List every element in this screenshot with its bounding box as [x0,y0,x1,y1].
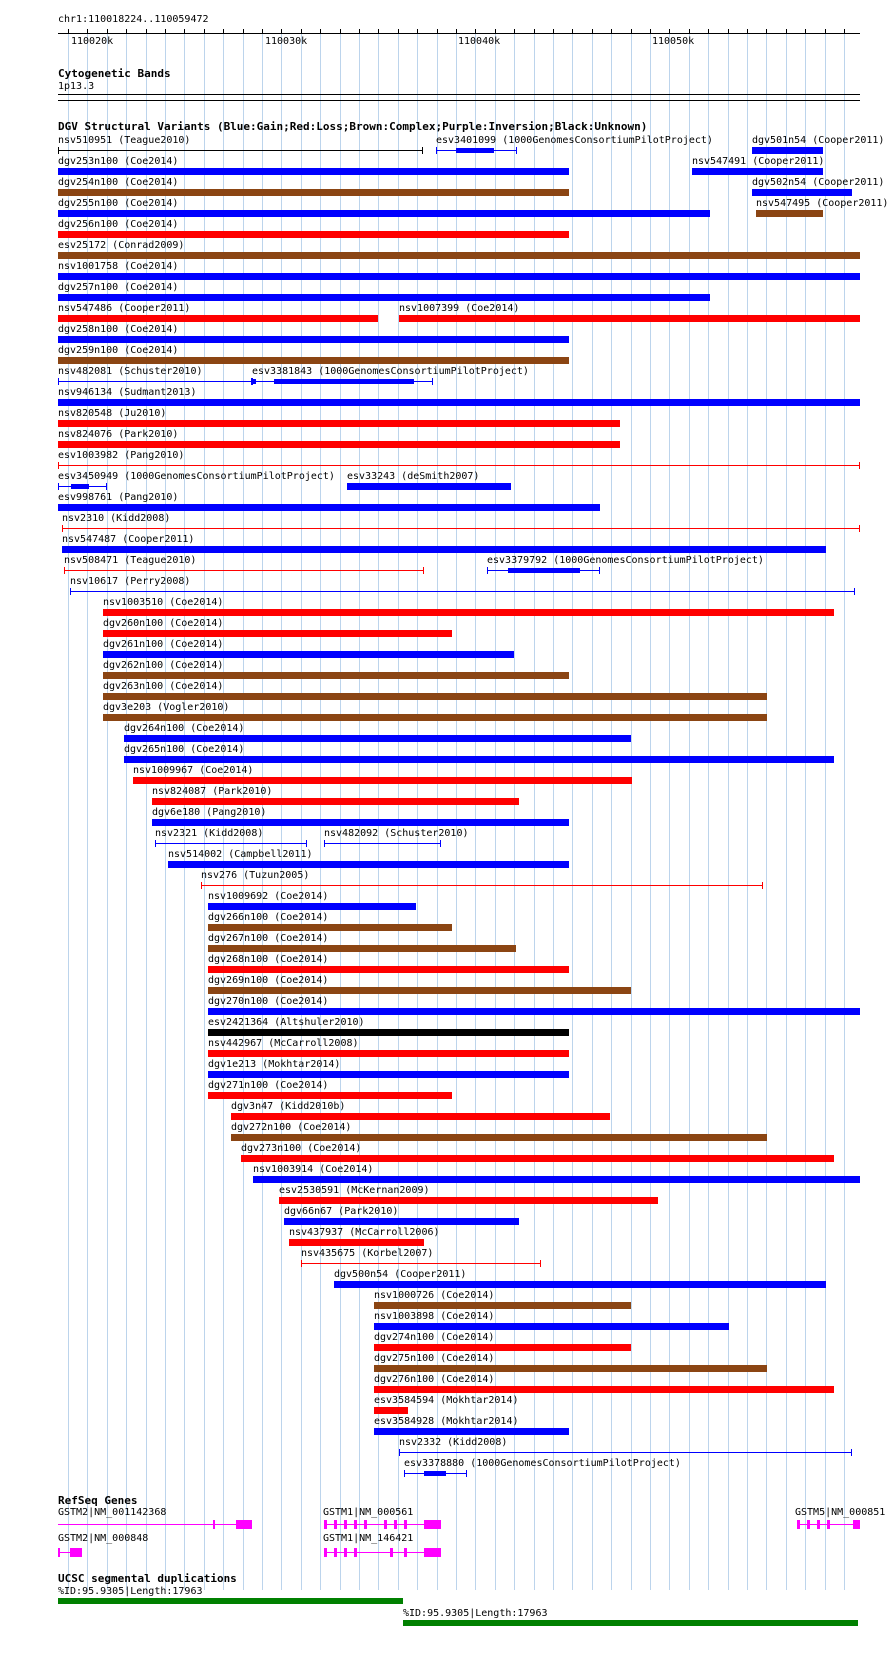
variant-block[interactable] [252,379,256,384]
ruler-tick [572,29,573,34]
gene-exon[interactable] [424,1520,441,1529]
gridline [805,30,806,1590]
gridline [495,30,496,1590]
variant-end-tick [155,840,156,847]
gridline [786,30,787,1590]
ruler-tick [359,29,360,34]
ruler-tick [417,29,418,34]
variant-end-tick [58,378,59,385]
variant-bar[interactable] [756,210,823,217]
variant-bar[interactable] [253,1176,860,1183]
ruler-tick [611,29,612,34]
variant-bar[interactable] [152,798,519,805]
variant-bar[interactable] [208,966,569,973]
gridline [728,30,729,1590]
gridline [708,30,709,1590]
ruler-tick [534,29,535,34]
ruler-tick [689,29,690,34]
gridline [359,30,360,1590]
variant-label[interactable]: nsv508471 (Teague2010) [64,555,197,566]
gridline [825,30,826,1590]
variant-bar[interactable] [168,861,569,868]
variant-label[interactable]: nsv482081 (Schuster2010) [58,366,203,377]
ruler-tick [456,29,457,34]
variant-line[interactable] [62,528,860,529]
variant-label[interactable]: dgv258n100 (Coe2014) [58,324,179,335]
gene-exon[interactable] [827,1520,830,1529]
variant-end-tick [423,567,424,574]
gridline [534,30,535,1590]
variant-end-tick [859,525,860,532]
variant-block[interactable] [274,379,414,384]
variant-label[interactable]: dgv268n100 (Coe2014) [208,954,329,965]
variant-bar[interactable] [58,441,620,448]
ruler-tick [87,29,88,34]
variant-bar[interactable] [208,1092,452,1099]
variant-bar[interactable] [374,1302,631,1309]
variant-bar[interactable] [58,273,860,280]
variant-bar[interactable] [399,315,860,322]
ruler-tick [747,29,748,34]
variant-label[interactable]: dgv271n100 (Coe2014) [208,1080,329,1091]
gridline [301,30,302,1590]
variant-end-tick [422,147,423,154]
variant-label[interactable]: nsv435675 (Korbel2007) [301,1248,434,1259]
gridline [844,30,845,1590]
variant-line[interactable] [58,465,860,466]
variant-label[interactable]: dgv262n100 (Coe2014) [103,660,224,671]
variant-label[interactable]: esv1003982 (Pang2010) [58,450,185,461]
variant-line[interactable] [70,591,855,592]
variant-label[interactable]: dgv270n100 (Coe2014) [208,996,329,1007]
variant-label[interactable]: dgv66n67 (Park2010) [284,1206,399,1217]
ruler-tick [514,29,515,34]
ruler-tick [844,29,845,34]
ruler-tick [631,29,632,34]
variant-bar[interactable] [208,1071,569,1078]
variant-bar[interactable] [103,714,767,721]
variant-label[interactable]: dgv255n100 (Coe2014) [58,198,179,209]
variant-bar[interactable] [279,1197,658,1204]
ruler-tick [766,29,767,34]
ruler-tick [553,29,554,34]
variant-end-tick [70,588,71,595]
gene-exon[interactable] [334,1548,337,1557]
variant-end-tick [58,462,59,469]
variant-bar[interactable] [58,189,569,196]
variant-bar[interactable] [374,1323,729,1330]
variant-end-tick [440,840,441,847]
gene-label[interactable]: GSTM1|NM_146421 [323,1533,414,1544]
gene-exon[interactable] [817,1520,820,1529]
variant-bar[interactable] [58,420,620,427]
ruler-tick [592,29,593,34]
variant-line[interactable] [58,150,423,151]
segdup-bar[interactable] [403,1620,858,1626]
variant-end-tick [64,567,65,574]
variant-bar[interactable] [103,693,767,700]
segdup-track-title[interactable]: UCSC segmental duplications [58,1572,237,1585]
variant-label[interactable]: dgv267n100 (Coe2014) [208,933,329,944]
variant-label[interactable]: nsv510951 (Teague2010) [58,135,191,146]
variant-label[interactable]: esv2530591 (McKernan2009) [279,1185,430,1196]
variant-line[interactable] [155,843,307,844]
gridline [689,30,690,1590]
variant-end-tick [436,147,437,154]
gene-exon[interactable] [324,1548,327,1557]
variant-bar[interactable] [103,672,569,679]
gene-exon[interactable] [853,1520,860,1529]
variant-label[interactable]: dgv3e203 (Vogler2010) [103,702,230,713]
gridline [650,30,651,1590]
gene-exon[interactable] [404,1548,407,1557]
variant-label[interactable]: esv33243 (deSmith2007) [347,471,480,482]
ruler-tick [262,29,263,34]
ruler-tick [340,29,341,34]
gridline [766,30,767,1590]
variant-label[interactable]: nsv1007399 (Coe2014) [399,303,520,314]
variant-bar[interactable] [58,252,860,259]
variant-end-tick [201,882,202,889]
gene-exon[interactable] [390,1548,393,1557]
ruler-tick [320,29,321,34]
variant-label[interactable]: nsv442967 (McCarroll2008) [208,1038,359,1049]
variant-line[interactable] [399,1452,852,1453]
variant-label[interactable]: dgv257n100 (Coe2014) [58,282,179,293]
position-label: chr1:110018224..110059472 [58,14,209,25]
gene-exon[interactable] [364,1520,367,1529]
ruler-label-2: 110030k [265,36,308,47]
variant-label[interactable]: dgv266n100 (Coe2014) [208,912,329,923]
variant-label[interactable]: dgv1e213 (Mokhtar2014) [208,1059,341,1070]
variant-bar[interactable] [58,399,860,406]
variant-end-tick [432,378,433,385]
variant-end-tick [399,1449,400,1456]
variant-label[interactable]: nsv547495 (Cooper2011) [756,198,889,209]
refseq-track-title[interactable]: RefSeq Genes [58,1494,138,1507]
variant-end-tick [516,147,517,154]
gene-exon[interactable] [70,1548,82,1557]
gene-exon[interactable] [354,1548,357,1557]
variant-bar[interactable] [374,1365,767,1372]
variant-end-tick [324,840,325,847]
variant-bar[interactable] [103,651,514,658]
variant-end-tick [58,483,59,490]
ruler-tick [68,29,69,34]
variant-label[interactable]: nsv547491 (Cooper2011) [692,156,825,167]
gene-exon[interactable] [213,1520,215,1529]
ruler-tick [475,29,476,34]
variant-bar[interactable] [208,903,416,910]
variant-label[interactable]: nsv946134 (Sudmant2013) [58,387,197,398]
gene-label[interactable]: GSTM2|NM_001142368 [58,1507,167,1518]
variant-bar[interactable] [124,756,834,763]
variant-label[interactable]: nsv820548 (Ju2010) [58,408,167,419]
segdup-label[interactable]: %ID:95.9305|Length:17963 [403,1608,548,1619]
variant-label[interactable]: nsv547486 (Cooper2011) [58,303,191,314]
variant-label[interactable]: dgv272n100 (Coe2014) [231,1122,352,1133]
variant-bar[interactable] [374,1407,408,1414]
variant-label[interactable]: esv3378880 (1000GenomesConsortiumPilotProject) [404,1458,681,1469]
variant-label[interactable]: dgv275n100 (Coe2014) [374,1353,495,1364]
gene-exon[interactable] [344,1520,347,1529]
variant-line[interactable] [58,381,252,382]
ruler-tick [301,29,302,34]
ruler-tick [398,29,399,34]
gene-exon[interactable] [344,1548,347,1557]
ruler-tick [107,29,108,34]
ruler-tick [805,29,806,34]
gene-intron-line [58,1524,250,1525]
ruler-tick [184,29,185,34]
variant-end-tick [854,588,855,595]
gridline [669,30,670,1590]
dgv-track-title[interactable]: DGV Structural Variants (Blue:Gain;Red:Loss;Brown:Complex;Purple:Inversion;Black:Unknown) [58,120,648,133]
cyto-band-label: 1p13.3 [58,81,95,92]
gene-exon[interactable] [384,1520,387,1529]
variant-label[interactable]: dgv501n54 (Cooper2011) [752,135,885,146]
ruler-tick [243,29,244,34]
ruler-tick [146,29,147,34]
gene-label[interactable]: GSTM1|NM_000561 [323,1507,414,1518]
ruler-tick [378,29,379,34]
ruler-tick [204,29,205,34]
variant-label[interactable]: nsv547487 (Cooper2011) [62,534,195,545]
variant-end-tick [851,1449,852,1456]
gene-exon[interactable] [404,1520,407,1529]
variant-bar[interactable] [334,1281,826,1288]
variant-end-tick [106,483,107,490]
variant-end-tick [762,882,763,889]
variant-label[interactable]: nsv2310 (Kidd2008) [62,513,171,524]
variant-label[interactable]: dgv265n100 (Coe2014) [124,744,245,755]
variant-label[interactable]: dgv259n100 (Coe2014) [58,345,179,356]
variant-label[interactable]: dgv253n100 (Coe2014) [58,156,179,167]
variant-bar[interactable] [284,1218,519,1225]
variant-label[interactable]: dgv6e180 (Pang2010) [152,807,267,818]
ruler-axis [58,33,860,34]
variant-bar[interactable] [347,483,511,490]
gridline [340,30,341,1590]
variant-label[interactable]: dgv274n100 (Coe2014) [374,1332,495,1343]
variant-block[interactable] [424,1471,446,1476]
ruler-tick [223,29,224,34]
variant-label[interactable]: nsv824087 (Park2010) [152,786,273,797]
variant-bar[interactable] [241,1155,834,1162]
variant-block[interactable] [71,484,89,489]
ruler-tick [650,29,651,34]
gene-exon[interactable] [807,1520,810,1529]
variant-bar[interactable] [58,168,569,175]
variant-end-tick [404,1470,405,1477]
variant-label[interactable]: dgv502n54 (Cooper2011) [752,177,885,188]
variant-label[interactable]: nsv1000726 (Coe2014) [374,1290,495,1301]
variant-block[interactable] [508,568,580,573]
variant-bar[interactable] [208,924,452,931]
variant-label[interactable]: nsv2321 (Kidd2008) [155,828,264,839]
variant-bar[interactable] [208,945,516,952]
variant-label[interactable]: nsv824076 (Park2010) [58,429,179,440]
variant-bar[interactable] [231,1134,767,1141]
variant-end-tick [599,567,600,574]
gene-label[interactable]: GSTM2|NM_000848 [58,1533,149,1544]
variant-bar[interactable] [208,1029,569,1036]
variant-label[interactable]: dgv269n100 (Coe2014) [208,975,329,986]
variant-label[interactable]: dgv3n47 (Kidd2010b) [231,1101,346,1112]
variant-label[interactable]: esv3584594 (Mokhtar2014) [374,1395,519,1406]
variant-bar[interactable] [374,1344,631,1351]
variant-bar[interactable] [62,546,826,553]
gridline [553,30,554,1590]
gridline [281,30,282,1590]
ruler-tick [728,29,729,34]
variant-end-tick [540,1260,541,1267]
ruler-label-3: 110040k [458,36,501,47]
variant-bar[interactable] [374,1428,569,1435]
variant-bar[interactable] [133,777,632,784]
variant-label[interactable]: nsv1003914 (Coe2014) [253,1164,374,1175]
variant-label[interactable]: esv3381843 (1000GenomesConsortiumPilotProject) [252,366,529,377]
variant-bar[interactable] [58,315,378,322]
ruler-tick [825,29,826,34]
variant-bar[interactable] [289,1239,424,1246]
ruler-tick [669,29,670,34]
variant-bar[interactable] [208,1050,569,1057]
gene-exon[interactable] [354,1520,357,1529]
variant-bar[interactable] [231,1113,610,1120]
variant-label[interactable]: nsv1003898 (Coe2014) [374,1311,495,1322]
gene-exon[interactable] [236,1520,252,1529]
variant-label[interactable]: esv3379792 (1000GenomesConsortiumPilotProject) [487,555,764,566]
variant-label[interactable]: esv3401099 (1000GenomesConsortiumPilotProject) [436,135,713,146]
variant-end-tick [301,1260,302,1267]
variant-end-tick [466,1470,467,1477]
ruler-tick [708,29,709,34]
variant-label[interactable]: nsv514002 (Campbell2011) [168,849,313,860]
variant-label[interactable]: nsv2332 (Kidd2008) [399,1437,508,1448]
gridline [572,30,573,1590]
gridline [514,30,515,1590]
gene-exon[interactable] [334,1520,337,1529]
gene-exon[interactable] [58,1548,60,1557]
variant-bar[interactable] [692,168,823,175]
ruler-tick [495,29,496,34]
variant-line[interactable] [324,843,441,844]
ruler-tick [165,29,166,34]
variant-label[interactable]: nsv437937 (McCarroll2006) [289,1227,440,1238]
variant-label[interactable]: dgv261n100 (Coe2014) [103,639,224,650]
gene-exon[interactable] [324,1520,327,1529]
variant-bar[interactable] [103,609,834,616]
variant-bar[interactable] [752,147,823,154]
variant-bar[interactable] [374,1386,834,1393]
variant-label[interactable]: nsv1009967 (Coe2014) [133,765,254,776]
gene-exon[interactable] [424,1548,441,1557]
variant-label[interactable]: nsv482092 (Schuster2010) [324,828,469,839]
variant-label[interactable]: dgv256n100 (Coe2014) [58,219,179,230]
cyto-track-title[interactable]: Cytogenetic Bands [58,67,171,80]
variant-bar[interactable] [152,819,569,826]
variant-bar[interactable] [58,210,710,217]
variant-label[interactable]: dgv260n100 (Coe2014) [103,618,224,629]
variant-label[interactable]: dgv500n54 (Cooper2011) [334,1269,467,1280]
cyto-band-line [58,94,860,95]
segdup-bar[interactable] [58,1598,403,1604]
variant-bar[interactable] [103,630,452,637]
variant-label[interactable]: dgv273n100 (Coe2014) [241,1143,362,1154]
variant-label[interactable]: esv998761 (Pang2010) [58,492,179,503]
ruler-label-4: 110050k [652,36,695,47]
variant-line[interactable] [64,570,424,571]
variant-label[interactable]: nsv1003510 (Coe2014) [103,597,224,608]
variant-label[interactable]: dgv264n100 (Coe2014) [124,723,245,734]
variant-label[interactable]: dgv254n100 (Coe2014) [58,177,179,188]
variant-label[interactable]: nsv1001758 (Coe2014) [58,261,179,272]
variant-label[interactable]: esv3584928 (Mokhtar2014) [374,1416,519,1427]
ruler-tick [437,29,438,34]
variant-label[interactable]: nsv10617 (Perry2008) [70,576,191,587]
variant-end-tick [58,147,59,154]
variant-label[interactable]: esv3450949 (1000GenomesConsortiumPilotProject) [58,471,335,482]
variant-bar[interactable] [58,231,569,238]
variant-bar[interactable] [58,336,569,343]
variant-line[interactable] [301,1263,541,1264]
gene-label[interactable]: GSTM5|NM_000851 [795,1507,886,1518]
variant-label[interactable]: dgv276n100 (Coe2014) [374,1374,495,1385]
gridline [320,30,321,1590]
gene-exon[interactable] [797,1520,800,1529]
segdup-label[interactable]: %ID:95.9305|Length:17963 [58,1586,203,1597]
variant-bar[interactable] [124,735,631,742]
variant-label[interactable]: esv2421364 (Altshuler2010) [208,1017,365,1028]
ruler-tick [281,29,282,34]
variant-label[interactable]: dgv263n100 (Coe2014) [103,681,224,692]
variant-label[interactable]: esv25172 (Conrad2009) [58,240,185,251]
ruler-label-1: 110020k [71,36,114,47]
variant-bar[interactable] [208,987,631,994]
gridline [592,30,593,1590]
ruler-tick [786,29,787,34]
variant-bar[interactable] [58,504,600,511]
variant-bar[interactable] [752,189,852,196]
variant-label[interactable]: nsv1009692 (Coe2014) [208,891,329,902]
variant-bar[interactable] [208,1008,860,1015]
variant-end-tick [487,567,488,574]
gridline [747,30,748,1590]
variant-block[interactable] [456,148,494,153]
variant-end-tick [859,462,860,469]
variant-end-tick [306,840,307,847]
ruler-tick [126,29,127,34]
variant-label[interactable]: nsv276 (Tuzun2005) [201,870,310,881]
variant-line[interactable] [201,885,763,886]
variant-end-tick [62,525,63,532]
variant-bar[interactable] [58,294,710,301]
variant-bar[interactable] [58,357,569,364]
gridline [631,30,632,1590]
track-separator [58,100,860,101]
gene-exon[interactable] [394,1520,397,1529]
gridline [611,30,612,1590]
